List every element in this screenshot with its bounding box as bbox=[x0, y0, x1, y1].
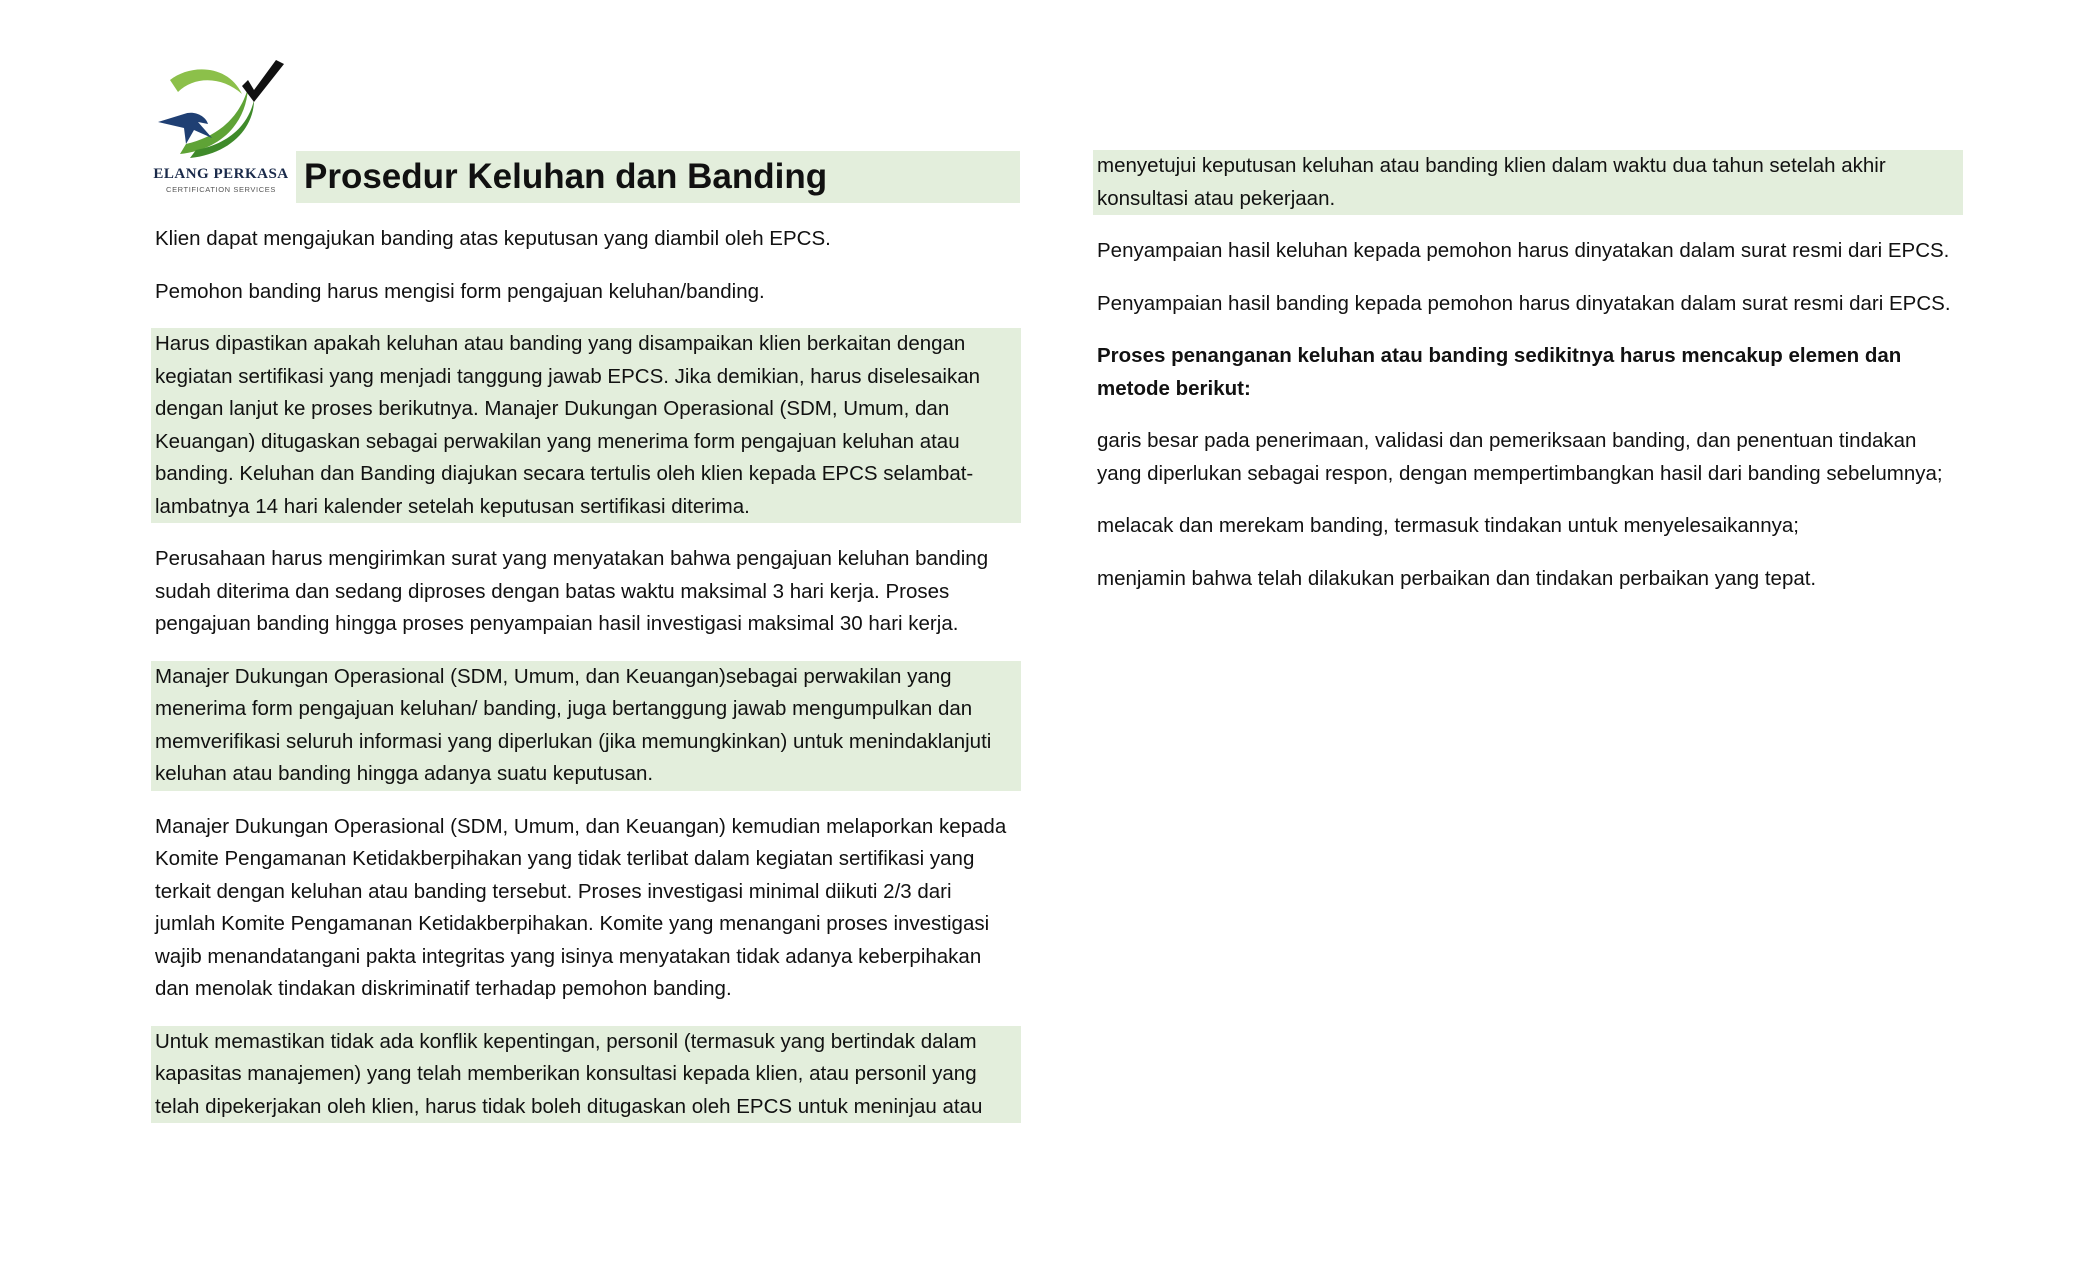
section-heading: Proses penanganan keluhan atau banding sedikitnya harus mencakup elemen dan metode berikut: bbox=[1097, 344, 1902, 400]
right-column bbox=[1093, 150, 1963, 615]
paragraph-highlighted: Harus dipastikan apakah keluhan atau banding yang disampaikan klien berkaitan dengan kegiatan sertifikasi yang menjadi tanggung jawab EPCS. Jika demikian, harus diselesaikan dengan lanjut ke proses berikutnya. Manajer Dukungan Operasional (SDM, Umum, dan Keuangan) ditugaskan sebagai perwakilan yang menerima form pengajuan keluhan atau banding. Keluhan dan Banding diajukan secara tertulis oleh klien kepada EPCS selambat-lambatnya 14 hari kalender setelah keputusan sertifikasi diterima. bbox=[151, 328, 1021, 523]
paragraph-highlighted: menyetujui keputusan keluhan atau banding klien dalam waktu dua tahun setelah akhir konsultasi atau pekerjaan. bbox=[1093, 150, 1963, 215]
paragraph: Manajer Dukungan Operasional (SDM, Umum, dan Keuangan) kemudian melaporkan kepada Komite Pengamanan Ketidakberpihakan yang tidak terlibat dalam kegiatan sertifikasi yang terkait dengan keluhan atau banding tersebut. Proses investigasi minimal diikuti 2/3 dari jumlah Komite Pengamanan Ketidakberpihakan. Komite yang menangani proses investigasi wajib menandatangani pakta integritas yang isinya menyatakan tidak adanya keberpihakan dan menolak tindakan diskriminatif terhadap pemohon banding. bbox=[155, 814, 1007, 1000]
paragraph: Pemohon banding harus mengisi form pengajuan keluhan/banding. bbox=[155, 279, 765, 303]
paragraph: Penyampaian hasil banding kepada pemohon harus dinyatakan dalam surat resmi dari EPCS. bbox=[1097, 291, 1951, 315]
logo-brand-name: ELANG PERKASA bbox=[153, 166, 289, 182]
eagle-logo-icon bbox=[150, 58, 292, 166]
paragraph: Penyampaian hasil keluhan kepada pemohon harus dinyatakan dalam surat resmi dari EPCS. bbox=[1097, 239, 1950, 262]
paragraph: Klien dapat mengajukan banding atas keputusan yang diambil oleh EPCS. bbox=[155, 227, 831, 250]
logo-tagline: CERTIFICATION SERVICES bbox=[166, 185, 276, 194]
paragraph-highlighted: Manajer Dukungan Operasional (SDM, Umum, dan Keuangan)sebagai perwakilan yang menerima form pengajuan keluhan/ banding, juga bertanggung jawab mengumpulkan dan memverifikasi seluruh informasi yang diperlukan (jika memungkinkan) untuk menindaklanjuti keluhan atau banding hingga adanya suatu keputusan. bbox=[151, 661, 1021, 791]
company-logo bbox=[150, 58, 292, 198]
left-column bbox=[151, 223, 1021, 1143]
list-item: melacak dan merekam banding, termasuk tindakan untuk menyelesaikannya; bbox=[1097, 514, 1799, 537]
list-item: garis besar pada penerimaan, validasi dan pemeriksaan banding, dan penentuan tindakan yang diperlukan sebagai respon, dengan mempertimbangkan hasil dari banding sebelumnya; bbox=[1097, 429, 1943, 485]
paragraph-highlighted: Untuk memastikan tidak ada konflik kepentingan, personil (termasuk yang bertindak dalam kapasitas manajemen) yang telah memberikan konsultasi kepada klien, atau personil yang telah dipekerjakan oleh klien, harus tidak boleh ditugaskan oleh EPCS untuk meninjau atau bbox=[151, 1026, 1021, 1124]
page-title: Prosedur Keluhan dan Banding bbox=[296, 151, 1020, 203]
paragraph: Perusahaan harus mengirimkan surat yang menyatakan bahwa pengajuan keluhan banding sudah diterima dan sedang diproses dengan batas waktu maksimal 3 hari kerja. Proses pengajuan banding hingga proses penyampaian hasil investigasi maksimal 30 hari kerja. bbox=[155, 547, 989, 635]
list-item: menjamin bahwa telah dilakukan perbaikan dan tindakan perbaikan yang tepat. bbox=[1097, 566, 1817, 590]
